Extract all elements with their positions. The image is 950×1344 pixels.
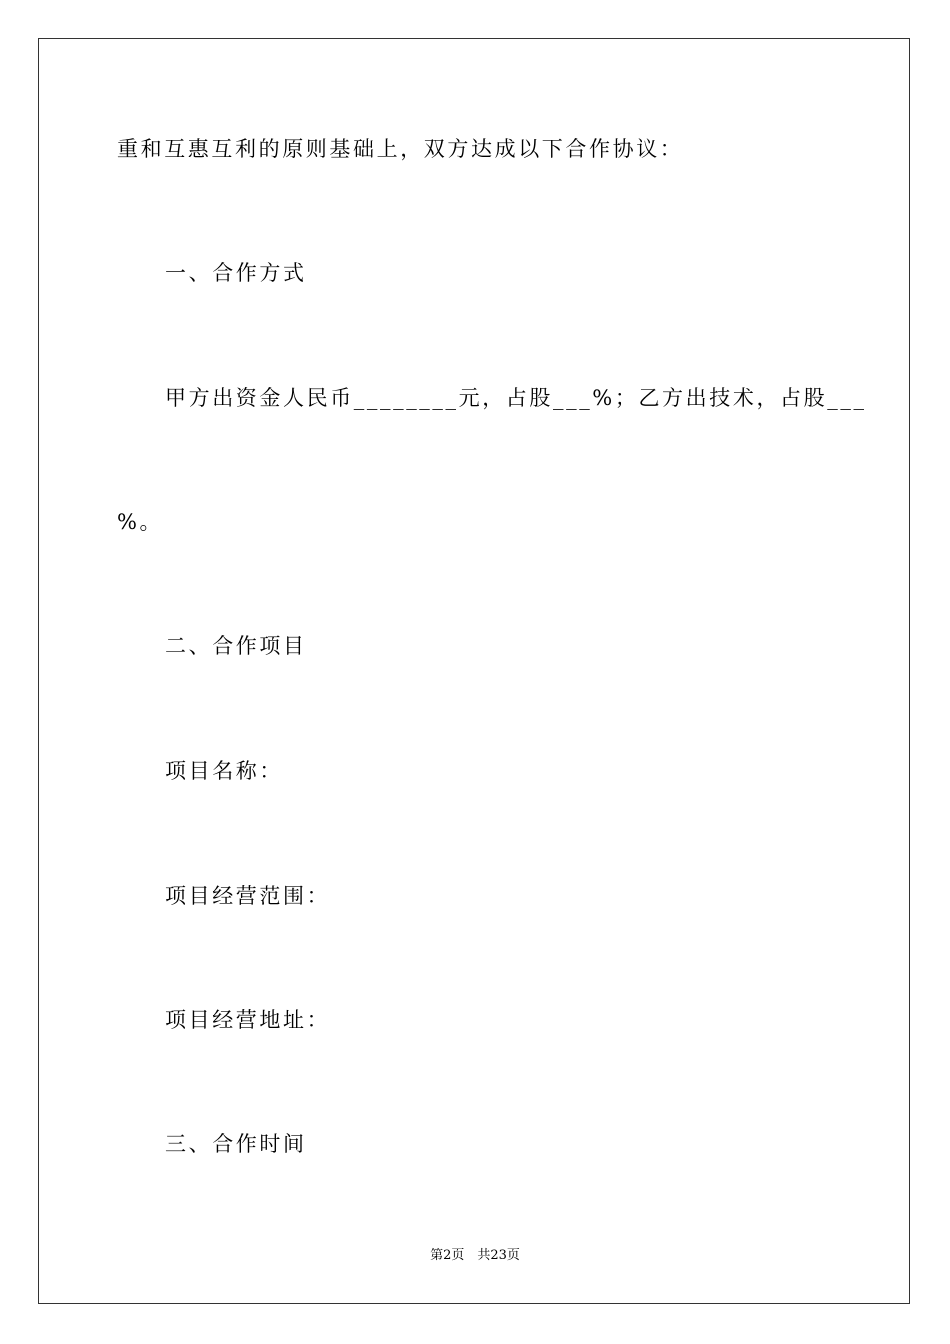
paragraph-capital-shares: 甲方出资金人民币________元，占股___%；乙方出技术，占股___	[165, 386, 867, 410]
section-heading-cooperation-method: 一、合作方式	[165, 261, 307, 285]
page-number-footer: 第2页 共23页	[430, 1248, 520, 1263]
paragraph-capital-shares-continuation: %。	[117, 510, 164, 534]
section-heading-cooperation-time: 三、合作时间	[165, 1132, 307, 1156]
field-business-scope: 项目经营范围：	[165, 884, 331, 908]
field-project-name: 项目名称：	[165, 759, 283, 783]
page-border	[38, 38, 910, 1304]
paragraph-intro-continuation: 重和互惠互利的原则基础上，双方达成以下合作协议：	[117, 137, 684, 161]
section-heading-cooperation-project: 二、合作项目	[165, 634, 307, 658]
field-business-address: 项目经营地址：	[165, 1008, 331, 1032]
